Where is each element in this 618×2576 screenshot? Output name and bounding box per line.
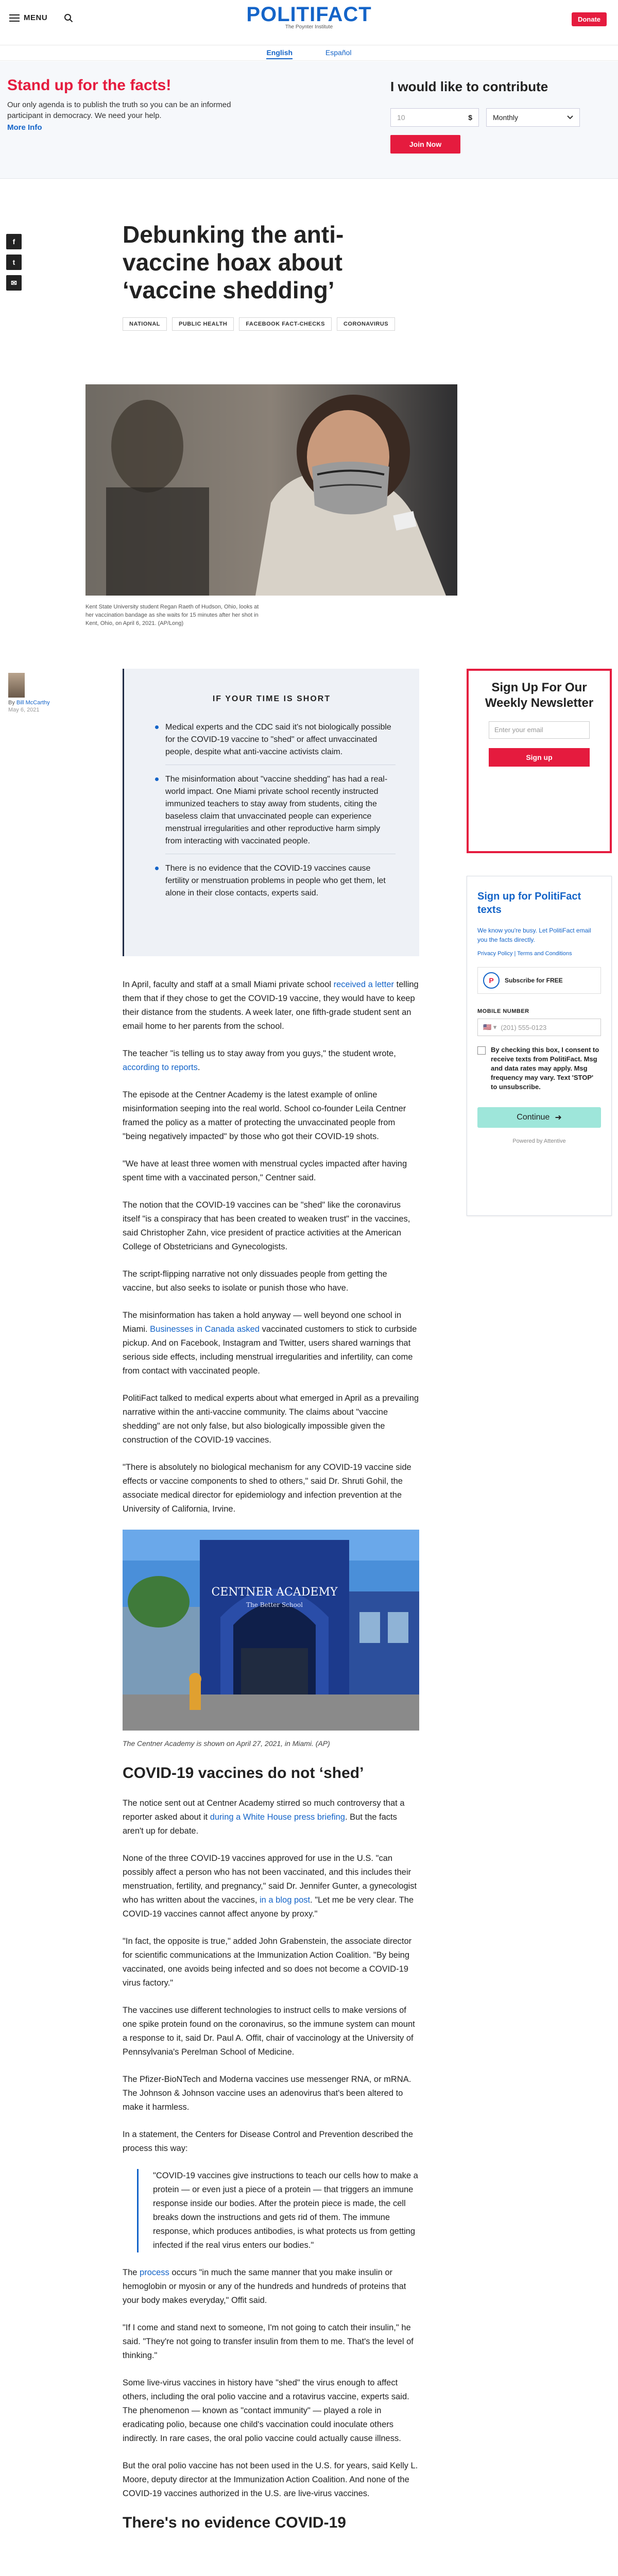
lang-english[interactable]: English: [266, 48, 293, 59]
tag-national[interactable]: NATIONAL: [123, 317, 167, 331]
frequency-value: Monthly: [493, 113, 519, 122]
logo-subtitle: The Poynter Institute: [285, 24, 333, 30]
consent-text: By checking this box, I consent to receive texts from PolitiFact. Msg and data rates may apply. Msg frequency may vary. Text 'STOP' to unsubscribe.: [491, 1046, 599, 1091]
facebook-icon[interactable]: f: [6, 234, 22, 249]
tag-facebook-fact-checks[interactable]: FACEBOOK FACT-CHECKS: [239, 317, 332, 331]
summary-box: [123, 669, 419, 956]
white-house-briefing-link[interactable]: during a White House press briefing: [210, 1812, 345, 1822]
politifact-logo-icon: P: [483, 972, 500, 989]
paragraph: The misinformation has taken a hold anyway — well beyond one school in Miami. Businesses in Canada asked vaccinated customers to stick to curbside pickup. And on Facebook, Instagram and Twitter, users shared warnings that serious side effects, including menstrual irregularities and infertility, can come from contact with vaccinated people.: [123, 1311, 417, 1376]
amount-input[interactable]: [390, 108, 479, 127]
paragraph: The process occurs "in much the same manner that you make insulin or hemoglobin or myosin or any of the hundreds and hundreds of proteins that your body makes everyday," Offit said.: [123, 2268, 406, 2305]
mobile-number-label: MOBILE NUMBER: [477, 1008, 529, 1014]
sms-footer: Powered by Attentive: [512, 1138, 566, 1144]
newsletter-box: [467, 669, 612, 853]
logo-text: POLITIFACT: [246, 3, 372, 26]
chevron-down-icon: [567, 115, 573, 120]
author-byline: By Bill McCarthy: [8, 700, 50, 706]
paragraph: "We have at least three women with menstrual cycles impacted after having spent time with a vaccinated person," Centner said.: [123, 1159, 407, 1182]
paragraph: The Pfizer-BioNTech and Moderna vaccines use messenger RNA, or mRNA. The Johnson & Johnson vaccine uses an adenovirus that's been altered to make it harmless.: [123, 2075, 411, 2112]
author-block: [8, 673, 70, 713]
reports-link[interactable]: according to reports: [123, 1063, 198, 1072]
sms-signup-widget: [467, 876, 612, 1216]
paragraph: "There is absolutely no biological mechanism for any COVID-19 vaccine side effects or vaccine components to shed to others," said Dr. Shruti Gohil, the associate medical director for epidemiology and infection prevention at the University of California, Irvine.: [123, 1463, 411, 1514]
tag-public-health[interactable]: PUBLIC HEALTH: [172, 317, 234, 331]
donation-banner: [0, 61, 618, 179]
author-avatar[interactable]: [8, 673, 25, 698]
email-icon[interactable]: ✉: [6, 275, 22, 291]
paragraph: The vaccines use different technologies to instruct cells to make versions of one spike protein found on the coronavirus, so the immune system can mount a response to it, said Dr. Paul A. Offit, chair of vaccinology at the University of Pennsylvania's Perelman School of Medicine.: [123, 2006, 415, 2057]
language-bar: [0, 45, 618, 61]
article-tags: [123, 317, 411, 331]
tag-coronavirus[interactable]: CORONAVIRUS: [337, 317, 395, 331]
paragraph: In a statement, the Centers for Disease Control and Prevention described the process this way:: [123, 2130, 414, 2153]
sms-subscribe-banner: [477, 967, 601, 994]
businesses-canada-link[interactable]: Businesses in Canada asked: [150, 1325, 260, 1334]
frequency-select[interactable]: [486, 108, 580, 127]
school-sign-subtext: The Better School: [246, 1601, 303, 1608]
paragraph: The notion that the COVID-19 vaccines can be "shed" like the coronavirus itself "is a conspiracy that has been created to weaken trust" in the vaccines, said Christopher Zahn, vice president of practice activities at the American College of Obstetricians and Gynecologists.: [123, 1200, 410, 1251]
publish-date: May 6, 2021: [8, 707, 40, 713]
school-photo-caption: The Centner Academy is shown on April 27, 2021, in Miami. (AP): [123, 1739, 330, 1748]
us-flag-icon[interactable]: 🇺🇸 ▾: [483, 1023, 497, 1031]
cdc-quote: "COVID-19 vaccines give instructions to teach our cells how to make a protein — or even just a piece of a protein — that triggers an immune response inside our bodies. After the protein piece is made, the cell breaks down the instructions and gets rid of them. The immune response, which produces antibodies, is what protects us from getting infected if the real virus enters our bodies.": [137, 2169, 419, 2252]
sms-text: We know you're busy. Let PolitiFact email you the facts directly.: [477, 927, 591, 943]
currency-symbol: $: [468, 113, 472, 122]
article-headline: Debunking the anti-vaccine hoax about ‘vaccine shedding’: [123, 221, 344, 303]
consent-checkbox-row: [477, 1045, 601, 1092]
sms-title: Sign up for PolitiFact texts: [477, 891, 581, 916]
site-header: [0, 0, 618, 45]
blog-post-link[interactable]: in a blog post: [259, 1895, 311, 1905]
hero-image: [85, 384, 457, 596]
paragraph: None of the three COVID-19 vaccines approved for use in the U.S. "can possibly affect a person who has not been vaccinated, and this includes their menstruation, fertility, and pregnancy," said Dr. Jennifer Gunter, a gynecologist who has written about the vaccines, in a blog post. "Let me be very clear. The COVID-19 vaccines cannot affect anyone by proxy.": [123, 1854, 417, 1919]
newsletter-title: Sign Up For Our Weekly Newsletter: [485, 681, 594, 710]
contribute-title: I would like to contribute: [390, 79, 548, 94]
received-letter-link[interactable]: received a letter: [333, 980, 394, 989]
author-link[interactable]: Bill McCarthy: [16, 700, 50, 706]
more-info-link[interactable]: More Info: [7, 123, 42, 132]
paragraph: In April, faculty and staff at a small Miami private school received a letter telling them that if they chose to get the COVID-19 vaccine, they would have to keep their distance from the students. A week later, one fifth-grade student sent an email home to her parents from the school.: [123, 980, 419, 1031]
banner-title: Stand up for the facts!: [7, 77, 171, 94]
banner-text: Our only agenda is to publish the truth so you can be an informed participant in democracy. We need your help.: [7, 100, 231, 120]
section-heading: There's no evidence COVID-19: [123, 2514, 346, 2531]
mobile-number-input[interactable]: [477, 1019, 601, 1036]
donate-button[interactable]: Donate: [572, 12, 607, 26]
paragraph: "If I come and stand next to someone, I'm not going to catch their insulin," he said. "They're not going to transfer insulin from them to me. That's the level of thinking.": [123, 2323, 414, 2360]
section-heading: COVID-19 vaccines do not ‘shed’: [123, 1765, 364, 1782]
newsletter-signup-button[interactable]: Sign up: [489, 748, 590, 767]
lang-spanish[interactable]: Español: [325, 48, 352, 57]
phone-placeholder: (201) 555-0123: [501, 1023, 547, 1031]
paragraph: The notice sent out at Centner Academy stirred so much controversy that a reporter asked about it during a White House press briefing. But the facts aren't up for debate.: [123, 1799, 405, 1836]
site-logo[interactable]: [0, 3, 618, 30]
article-body: [123, 978, 419, 2546]
paragraph: The teacher "is telling us to stay away from you guys," the student wrote, according to reports.: [123, 1049, 396, 1072]
continue-label: Continue: [517, 1113, 550, 1122]
paragraph: Some live-virus vaccines in history have "shed" the virus enough to affect others, including the oral polio vaccine and a rotavirus vaccine, experts said. The phenomenon — known as "contact immunity" — played a role in eradicating polio, because one child's vaccination could inoculate others indirectly. In rare cases, the oral polio vaccine could actually cause illness.: [123, 2378, 409, 2443]
menu-label: MENU: [24, 13, 48, 22]
arrow-right-icon: ➜: [555, 1113, 562, 1122]
hero-caption: Kent State University student Regan Raeth of Hudson, Ohio, looks at her vaccination bandage as she waits for 15 minutes after her shot in Kent, Ohio, on April 6, 2021. (AP/Long): [85, 604, 259, 626]
amount-placeholder: 10: [397, 113, 405, 122]
sms-policy-links[interactable]: Privacy Policy | Terms and Conditions: [477, 951, 572, 957]
school-sign-text: CENTNER ACADEMY: [211, 1586, 338, 1599]
paragraph: "In fact, the opposite is true," added John Grabenstein, the associate director for scientific communications at the Immunization Action Coalition. "By being vaccinated, one avoids being infected and so does not become a COVID-19 virus factory.": [123, 1937, 412, 1988]
social-share: [6, 234, 22, 296]
continue-button[interactable]: [477, 1107, 601, 1128]
sms-subscribe-text: Subscribe for FREE: [505, 977, 563, 984]
process-link[interactable]: process: [140, 2268, 169, 2277]
paragraph: PolitiFact talked to medical experts about what emerged in April as a prevailing narrative within the anti-vaccine community. The claims about "vaccine shedding" are not only false, but also biologically impossible given the construction of the COVID-19 vaccines.: [123, 1394, 419, 1445]
paragraph: The episode at the Centner Academy is the latest example of online misinformation seeping into the real world. School co-founder Leila Centner framed the policy as a matter of protecting the unvaccinated people from "being negatively impacted" by those who got their COVID-19 shots.: [123, 1090, 406, 1141]
newsletter-email-input[interactable]: Enter your email: [489, 721, 590, 739]
summary-item: The misinformation about "vaccine shedding" has had a real-world impact. One Miami private school recently instructed immunized teachers to stay away from students, citing the baseless claim that unvaccinated people can experience menstrual irregularities and other reproductive harm simply from interacting with vaccinated people.: [165, 773, 396, 854]
consent-checkbox[interactable]: [477, 1046, 486, 1055]
summary-item: There is no evidence that the COVID-19 vaccines cause fertility or menstruation problems in people who get them, let alone in their close contacts, experts said.: [165, 862, 396, 906]
summary-title: IF YOUR TIME IS SHORT: [212, 694, 331, 703]
paragraph: The script-flipping narrative not only dissuades people from getting the vaccine, but also seeks to isolate or punish those who have.: [123, 1269, 387, 1293]
join-now-button[interactable]: Join Now: [390, 135, 460, 154]
summary-item: Medical experts and the CDC said it's not biologically possible for the COVID-19 vaccine to "shed" or affect unvaccinated people, despite what anti-vaccine activists claim.: [165, 721, 396, 765]
school-photo: [123, 1530, 419, 1731]
paragraph: But the oral polio vaccine has not been used in the U.S. for years, said Kelly L. Moore, deputy director at the Immunization Action Coalition. And none of the COVID-19 vaccines authorized in the U.S. are live-virus vaccines.: [123, 2461, 418, 2498]
twitter-icon[interactable]: t: [6, 255, 22, 270]
